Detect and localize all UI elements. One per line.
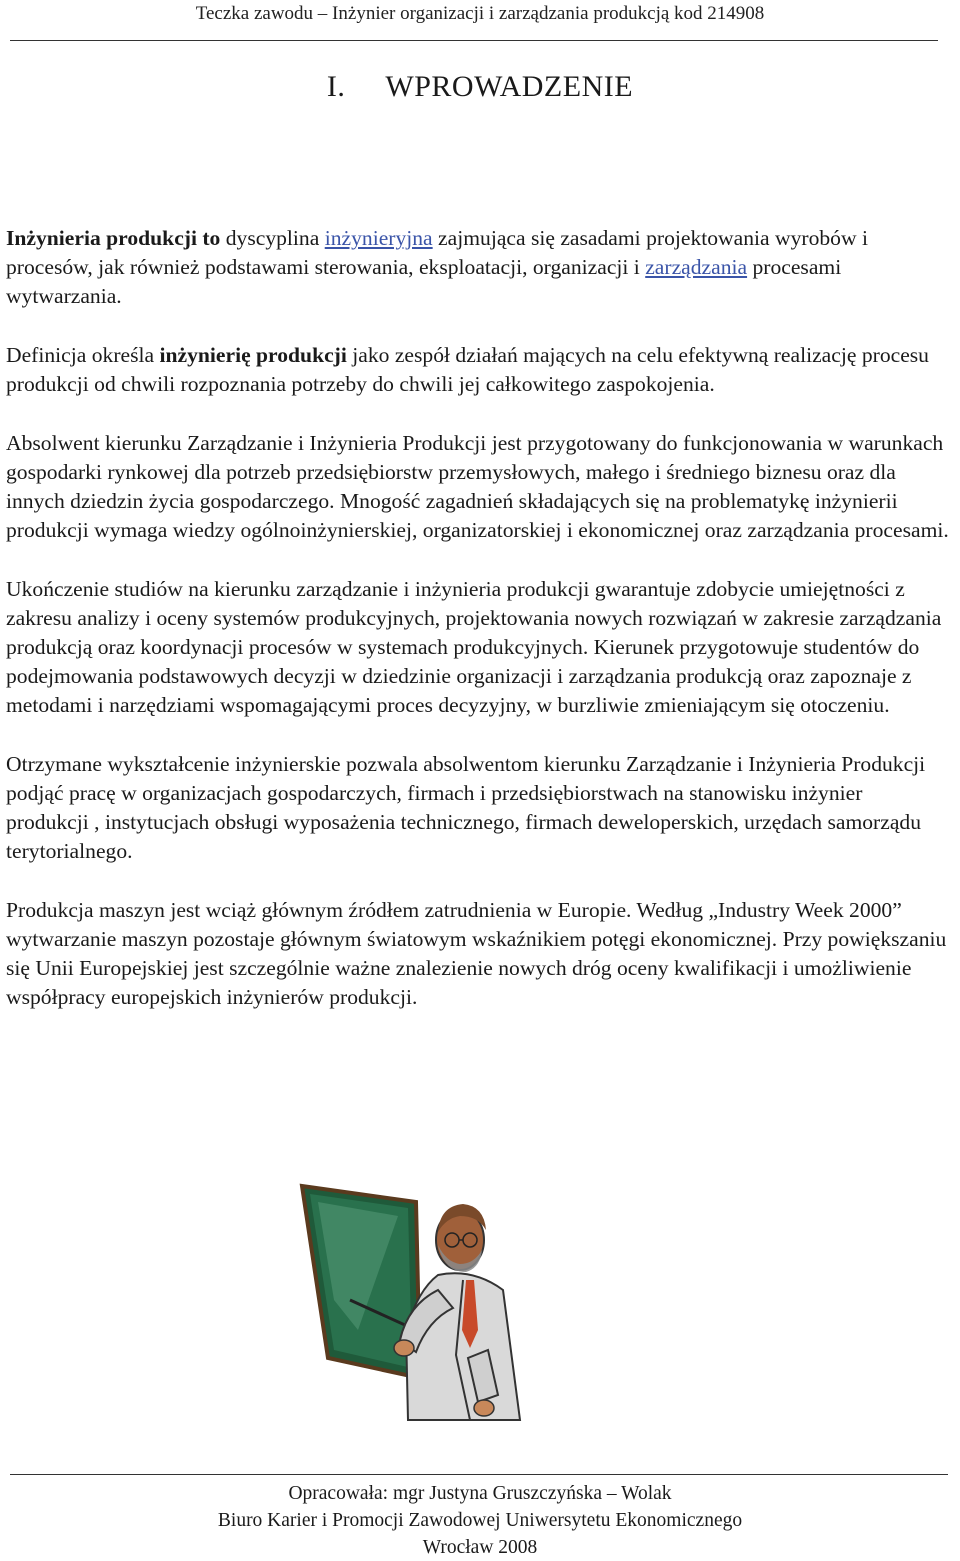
footer-organization: Biuro Karier i Promocji Zawodowej Uniwersytetu Ekonomicznego bbox=[217, 1510, 743, 1531]
paragraph-5: Otrzymane wykształcenie inżynierskie pozwala absolwentom kierunku Zarządzanie i Inżynieria Produkcji podjąć pracę w organizacjach gospodarczych, firmach i przedsiębiorstwach na stanowisku inżynier produkcji , instytucjach obsługi wyposażenia technicznego, firmach deweloperskich, urzędach samorządu terytorialnego. bbox=[6, 752, 926, 863]
section-title bbox=[0, 70, 960, 104]
paragraph-6: Produkcja maszyn jest wciąż głównym źródłem zatrudnienia w Europie. Według „Industry Week 2000” wytwarzanie maszyn pozostaje głównym światowym wskaźnikiem potęgi ekonomicznej. Przy powiększaniu się Unii Europejskiej jest szczególnie ważne znalezienie nowych dróg oceny kwalifikacji i umożliwienie współpracy europejskich inżynierów produkcji. bbox=[6, 898, 947, 1009]
footer-divider bbox=[10, 1474, 948, 1475]
paragraph-4: Ukończenie studiów na kierunku zarządzanie i inżynieria produkcji gwarantuje zdobycie umiejętności z zakresu analizy i oceny systemów produkcyjnych, projektowania nowych rozwiązań w zakresie zarządzania produkcją oraz koordynacji procesów w systemach produkcyjnych. Kierunek przygotowuje studentów do podejmowania podstawowych decyzji w dziedzinie organizacji i zarządzania produkcją oraz zapoznaje z metodami i narzędziami wspomagającymi proces decyzyjny, w burzliwie zmieniającym się otoczeniu. bbox=[6, 577, 942, 717]
bold-term: Inżynieria produkcji to bbox=[6, 226, 221, 250]
page-header: Teczka zawodu – Inżynier organizacji i zarządzania produkcją kod 214908 bbox=[195, 3, 765, 24]
link-inzynieryjna[interactable]: inżynieryjna bbox=[324, 226, 433, 250]
paragraph-text: zajmująca się zasadami projektowania wyrobów i procesów, jak również podstawami sterowania, eksploatacji, organizacji i bbox=[6, 226, 868, 279]
page-footer bbox=[0, 1480, 960, 1561]
paragraph-1 bbox=[6, 224, 950, 311]
link-zarzadzania[interactable]: zarządzania bbox=[645, 255, 748, 279]
section-number: I. bbox=[326, 70, 346, 103]
footer-author: Opracowała: mgr Justyna Gruszczyńska – Wolak bbox=[288, 1483, 672, 1504]
bold-term: inżynierię produkcji bbox=[159, 343, 347, 367]
paragraph-2 bbox=[6, 341, 950, 399]
paragraph-text: jako zespół działań mających na celu efektywną realizację procesu produkcji od chwili rozpoznania potrzeby do chwili jej całkowitego zaspokojenia. bbox=[6, 343, 929, 396]
paragraph-3: Absolwent kierunku Zarządzanie i Inżynieria Produkcji jest przygotowany do funkcjonowania w warunkach gospodarki rynkowej dla potrzeb przedsiębiorstw przemysłowych, małego i średniego biznesu oraz dla innych dziedzin życia gospodarczego. Mnogość zagadnień składających się na problematykę inżynierii produkcji wymaga wiedzy ogólnoinżynierskiej, organizatorskiej i ekonomicznej oraz zarządzania procesami. bbox=[6, 431, 949, 542]
footer-place-date: Wrocław 2008 bbox=[422, 1537, 538, 1558]
paragraph-text: procesami wytwarzania. bbox=[6, 255, 842, 308]
section-heading: WPROWADZENIE bbox=[385, 70, 634, 103]
teacher-at-chalkboard-icon bbox=[288, 1180, 538, 1425]
document-body bbox=[6, 224, 950, 1012]
paragraph-text: Definicja określa bbox=[6, 343, 160, 367]
header-divider bbox=[10, 40, 938, 41]
paragraph-text: dyscyplina bbox=[220, 226, 325, 250]
